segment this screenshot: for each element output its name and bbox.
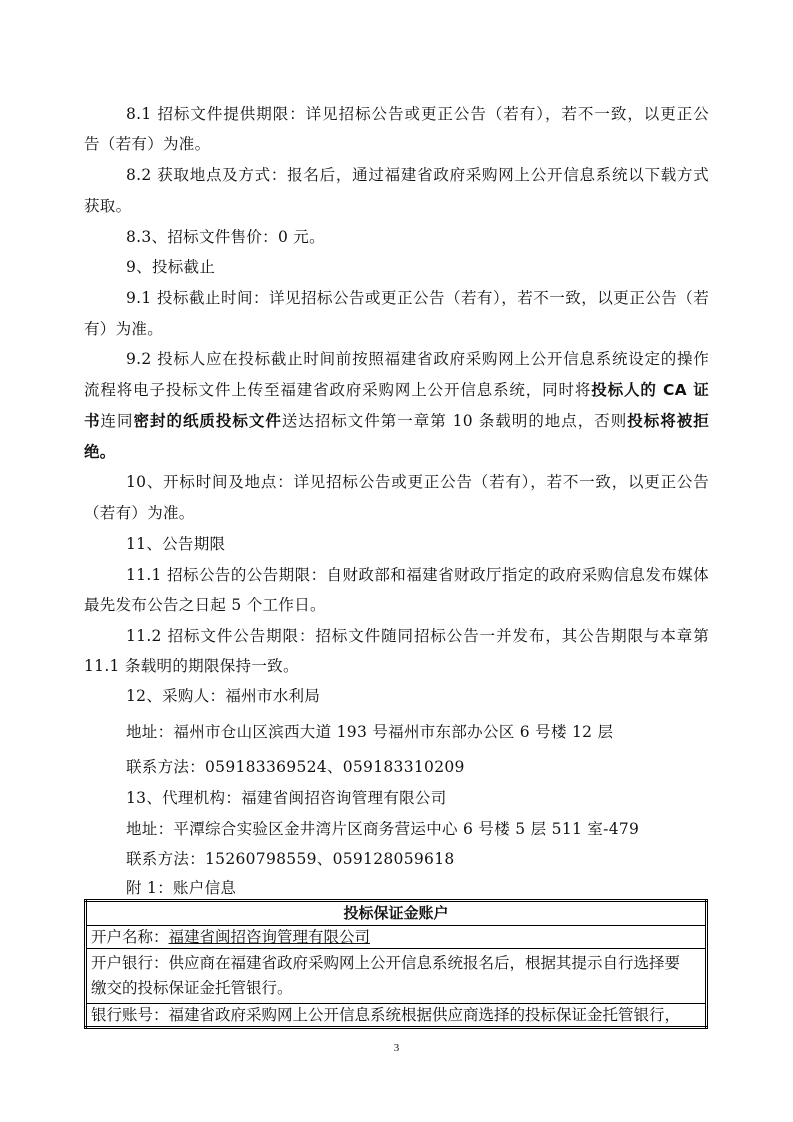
text-run: 连同	[100, 412, 134, 430]
paragraph-line	[84, 380, 709, 400]
account-name-label: 开户名称：	[91, 928, 169, 946]
table-row	[86, 926, 707, 949]
paragraph-line: 8.1 招标文件提供期限：详见招标公告或更正公告（若有），若不一致，以更正公	[126, 105, 709, 123]
account-name-value: 福建省闽招咨询管理有限公司	[168, 928, 371, 946]
paragraph-line: 9.1 投标截止时间：详见招标公告或更正公告（若有），若不一致，以更正公告（若	[126, 289, 709, 307]
bank-text-line: 缴交的投标保证金托管银行。	[91, 979, 293, 997]
paragraph-line: 最先发布公告之日起 5 个工作日。	[84, 596, 326, 614]
paragraph-line: 11.2 招标文件公告期限：招标文件随同招标公告一并发布，其公告期限与本章第	[126, 627, 709, 645]
paragraph-line: 9.2 投标人应在投标截止时间前按照福建省政府采购网上公开信息系统设定的操作	[126, 350, 709, 368]
section-heading: 9、投标截止	[126, 258, 216, 276]
paragraph-line: 10、开标时间及地点：详见招标公告或更正公告（若有），若不一致，以更正公告	[126, 473, 709, 491]
bold-emphasis: 投标将被拒	[627, 412, 709, 430]
contact-line: 联系方法：059183369524、059183310209	[126, 758, 465, 776]
section-heading: 12、采购人：福州市水利局	[126, 687, 321, 705]
appendix-label: 附 1：账户信息	[126, 879, 237, 897]
paragraph-line: 8.3、招标文件售价：0 元。	[126, 228, 325, 246]
bold-emphasis: 投标人的 CA 证	[591, 381, 709, 399]
deposit-account-table	[84, 899, 708, 1029]
section-heading: 11、公告期限	[126, 535, 226, 553]
table-header: 投标保证金账户	[86, 901, 707, 926]
table-row	[86, 949, 707, 1004]
bold-emphasis: 书	[84, 412, 101, 430]
paragraph-line: （若有）为准。	[84, 504, 195, 522]
paragraph-line	[84, 411, 709, 431]
paragraph-line: 有）为准。	[84, 320, 164, 338]
bold-emphasis: 密封的纸质投标文件	[133, 412, 282, 430]
table-row: 银行账号：福建省政府采购网上公开信息系统根据供应商选择的投标保证金托管银行，	[86, 1004, 707, 1028]
paragraph-line: 8.2 获取地点及方式：报名后，通过福建省政府采购网上公开信息系统以下载方式	[126, 166, 709, 184]
bold-emphasis: 绝。	[84, 443, 116, 461]
text-run: 送达招标文件第一章第 10 条载明的地点，否则	[281, 412, 628, 430]
contact-line: 联系方法：15260798559、059128059618	[126, 850, 455, 868]
bank-text-line: 开户银行：供应商在福建省政府采购网上公开信息系统报名后，根据其提示自行选择要	[91, 954, 681, 972]
page-number: 3	[393, 1042, 400, 1054]
paragraph-line: 获取。	[84, 197, 132, 215]
text-run: 流程将电子投标文件上传至福建省政府采购网上公开信息系统，同时将	[84, 381, 592, 399]
paragraph-line: 告（若有）为准。	[84, 135, 211, 153]
paragraph-line: 11.1 条载明的期限保持一致。	[84, 657, 299, 675]
paragraph-line: 11.1 招标公告的公告期限：自财政部和福建省财政厅指定的政府采购信息发布媒体	[126, 566, 709, 584]
address-line: 地址：福州市仓山区滨西大道 193 号福州市东部办公区 6 号楼 12 层	[126, 723, 614, 741]
address-line: 地址：平潭综合实验区金井湾片区商务营运中心 6 号楼 5 层 511 室-479	[126, 820, 640, 838]
section-heading: 13、代理机构：福建省闽招咨询管理有限公司	[126, 789, 447, 807]
